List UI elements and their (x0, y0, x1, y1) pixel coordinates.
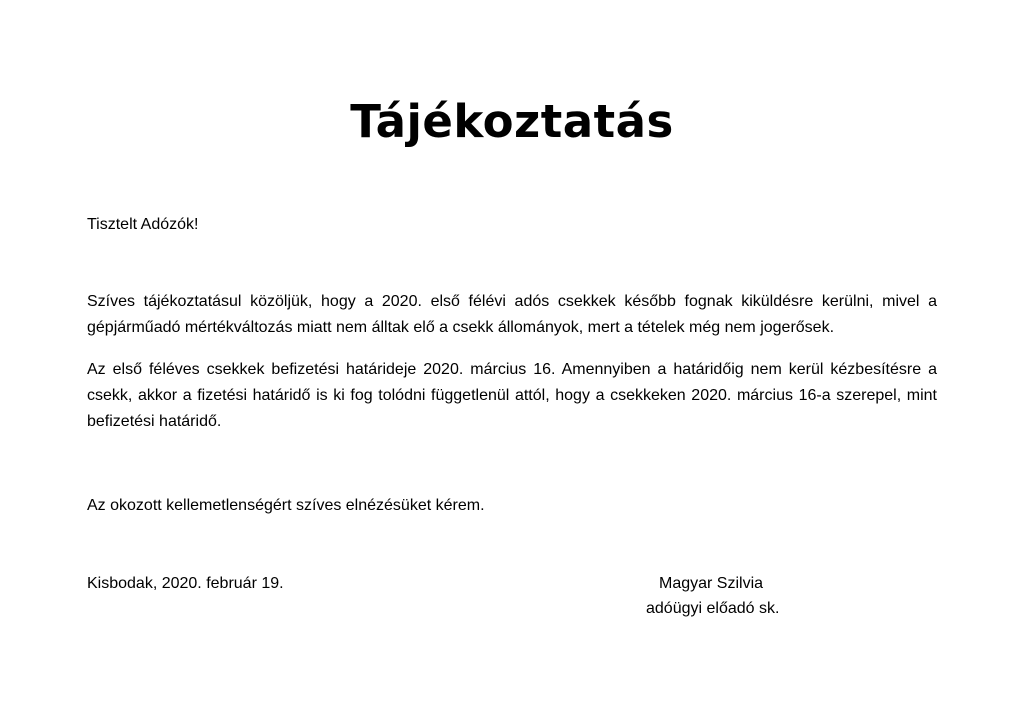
signature-name: Magyar Szilvia (659, 575, 764, 592)
document-title: Tájékoztatás (350, 95, 674, 148)
greeting: Tisztelt Adózók! (87, 216, 199, 233)
paragraph-notice: Szíves tájékoztatásul közöljük, hogy a 2020. első félévi adós csekkek később fognak kiküldésre kerülni, mivel a gépjárműadó mértékváltozás miatt nem álltak elő a csekk állományok, mert a tételek még nem jogerősek. (87, 293, 937, 336)
paragraph-deadline: Az első féléves csekkek befizetési határideje 2020. március 16. Amennyiben a határidőig nem kerül kézbesítésre a csekk, akkor a fizetési határidő is ki fog tolódni függetlenül attól, hogy a csekkeken 2020. március 16-a szerepel, mint befizetési határidő. (87, 361, 937, 430)
signature-role: adóügyi előadó sk. (646, 600, 780, 617)
place-and-date: Kisbodak, 2020. február 19. (87, 575, 284, 592)
paragraph-apology: Az okozott kellemetlenségért szíves elnézésüket kérem. (87, 497, 485, 514)
